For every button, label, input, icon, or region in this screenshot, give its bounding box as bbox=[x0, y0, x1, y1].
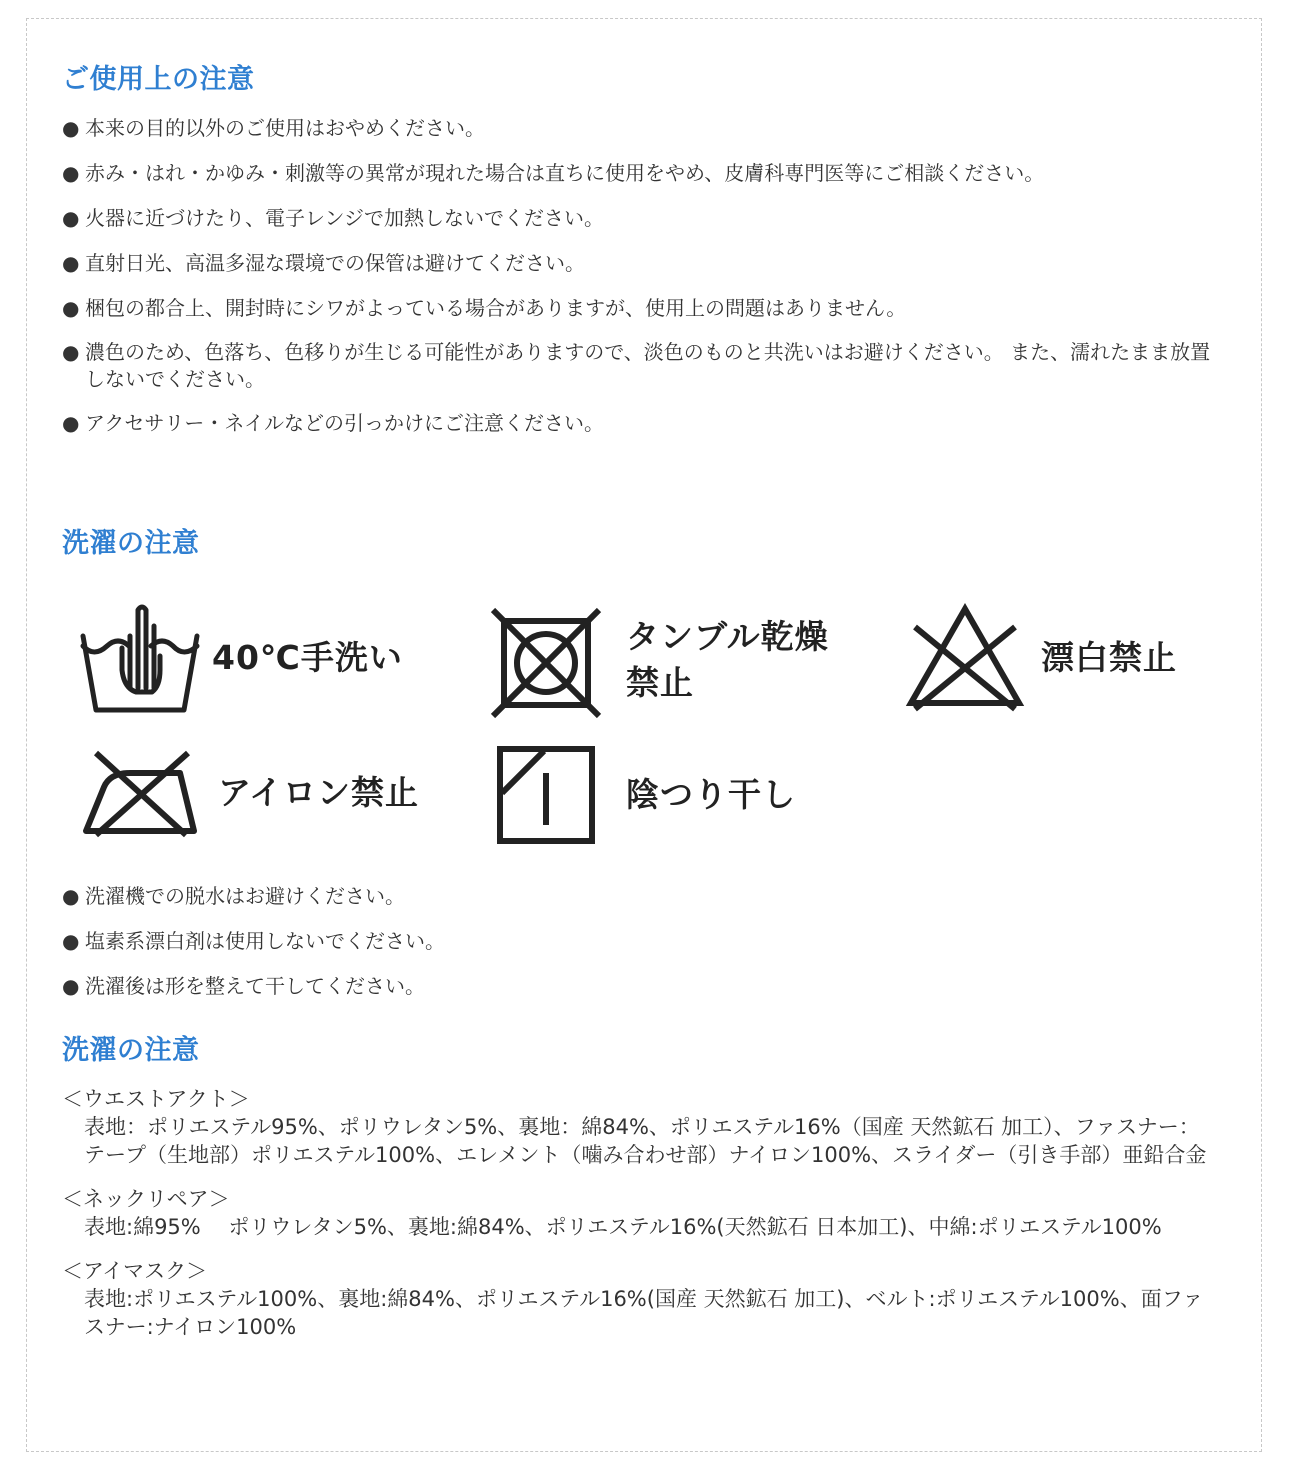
symbol-no-bleach bbox=[905, 603, 1177, 713]
no-bleach-icon bbox=[905, 603, 1025, 713]
list-item: ● 洗濯機での脱水はお避けください。 bbox=[62, 882, 1222, 911]
list-item: ● 赤み・はれ・かゆみ・刺激等の異常が現れた場合は直ちに使用をやめ、皮膚科専門医等にご相談ください。 bbox=[62, 159, 1222, 188]
list-item: ● アクセサリー・ネイルなどの引っかけにご注意ください。 bbox=[62, 409, 1222, 438]
material-text: 表地:ポリエステル100%、裏地:綿84%、ポリエステル16%(国産 天然鉱石 加工)、ベルト:ポリエステル100%、面ファスナー:ナイロン100% bbox=[84, 1287, 1204, 1339]
list-item: ● 直射日光、高温多湿な環境での保管は避けてください。 bbox=[62, 249, 1222, 278]
material-title: ＜ネックリペア＞ bbox=[62, 1187, 230, 1211]
washing-list bbox=[62, 882, 1222, 1017]
material-text: 表地：ポリエステル95%、ポリウレタン5%、裏地：綿84%、ポリエステル16%（国産 天然鉱石 加工）、ファスナー：テープ（生地部）ポリエステル100%、エレメント（噛み合わせ部）ナイロン100%、スライダー（引き手部）亜鉛合金 bbox=[84, 1115, 1207, 1167]
material-block-eyemask bbox=[62, 1257, 1212, 1341]
list-item: ● 梱包の都合上、開封時にシワがよっている場合がありますが、使用上の問題はありません。 bbox=[62, 294, 1222, 323]
shade-dry-icon bbox=[496, 745, 596, 845]
usage-heading: ご使用上の注意 bbox=[62, 64, 255, 95]
no-iron-label: アイロン禁止 bbox=[218, 773, 420, 812]
materials-heading: 洗濯の注意 bbox=[62, 1035, 200, 1066]
no-bleach-label: 漂白禁止 bbox=[1041, 638, 1177, 677]
no-iron-icon bbox=[82, 747, 200, 839]
material-title: ＜アイマスク＞ bbox=[62, 1259, 208, 1283]
no-tumble-dry-label: タンブル乾燥 禁止 bbox=[626, 617, 829, 702]
list-item: ● 濃色のため、色落ち、色移りが生じる可能性がありますので、淡色のものと共洗いはお避けください。 また、濡れたまま放置しないでください。 bbox=[62, 339, 1222, 393]
shade-dry-label: 陰つり干し bbox=[626, 775, 796, 814]
hand-wash-label: 40℃手洗い bbox=[212, 637, 403, 677]
no-tumble-dry-icon bbox=[490, 607, 602, 719]
washing-heading: 洗濯の注意 bbox=[62, 528, 200, 559]
material-text: 表地:綿95% ポリウレタン5%、裏地:綿84%、ポリエステル16%(天然鉱石 日本加工)、中綿:ポリエステル100% bbox=[84, 1215, 1162, 1239]
list-item: ● 洗濯後は形を整えて干してください。 bbox=[62, 972, 1222, 1001]
care-symbols bbox=[62, 595, 1222, 885]
list-item: ● 火器に近づけたり、電子レンジで加熱しないでください。 bbox=[62, 204, 1222, 233]
material-block-waist bbox=[62, 1085, 1212, 1169]
material-title: ＜ウエストアクト＞ bbox=[62, 1087, 250, 1111]
materials-list bbox=[62, 1085, 1212, 1357]
symbol-hand-wash bbox=[80, 600, 403, 715]
usage-list bbox=[62, 114, 1222, 454]
list-item: ● 本来の目的以外のご使用はおやめください。 bbox=[62, 114, 1222, 143]
symbol-shade-dry bbox=[496, 745, 796, 845]
material-block-neck bbox=[62, 1185, 1212, 1241]
hand-wash-icon bbox=[80, 600, 200, 715]
symbol-no-tumble-dry bbox=[490, 607, 829, 719]
symbol-no-iron bbox=[82, 747, 419, 839]
list-item: ● 塩素系漂白剤は使用しないでください。 bbox=[62, 927, 1222, 956]
